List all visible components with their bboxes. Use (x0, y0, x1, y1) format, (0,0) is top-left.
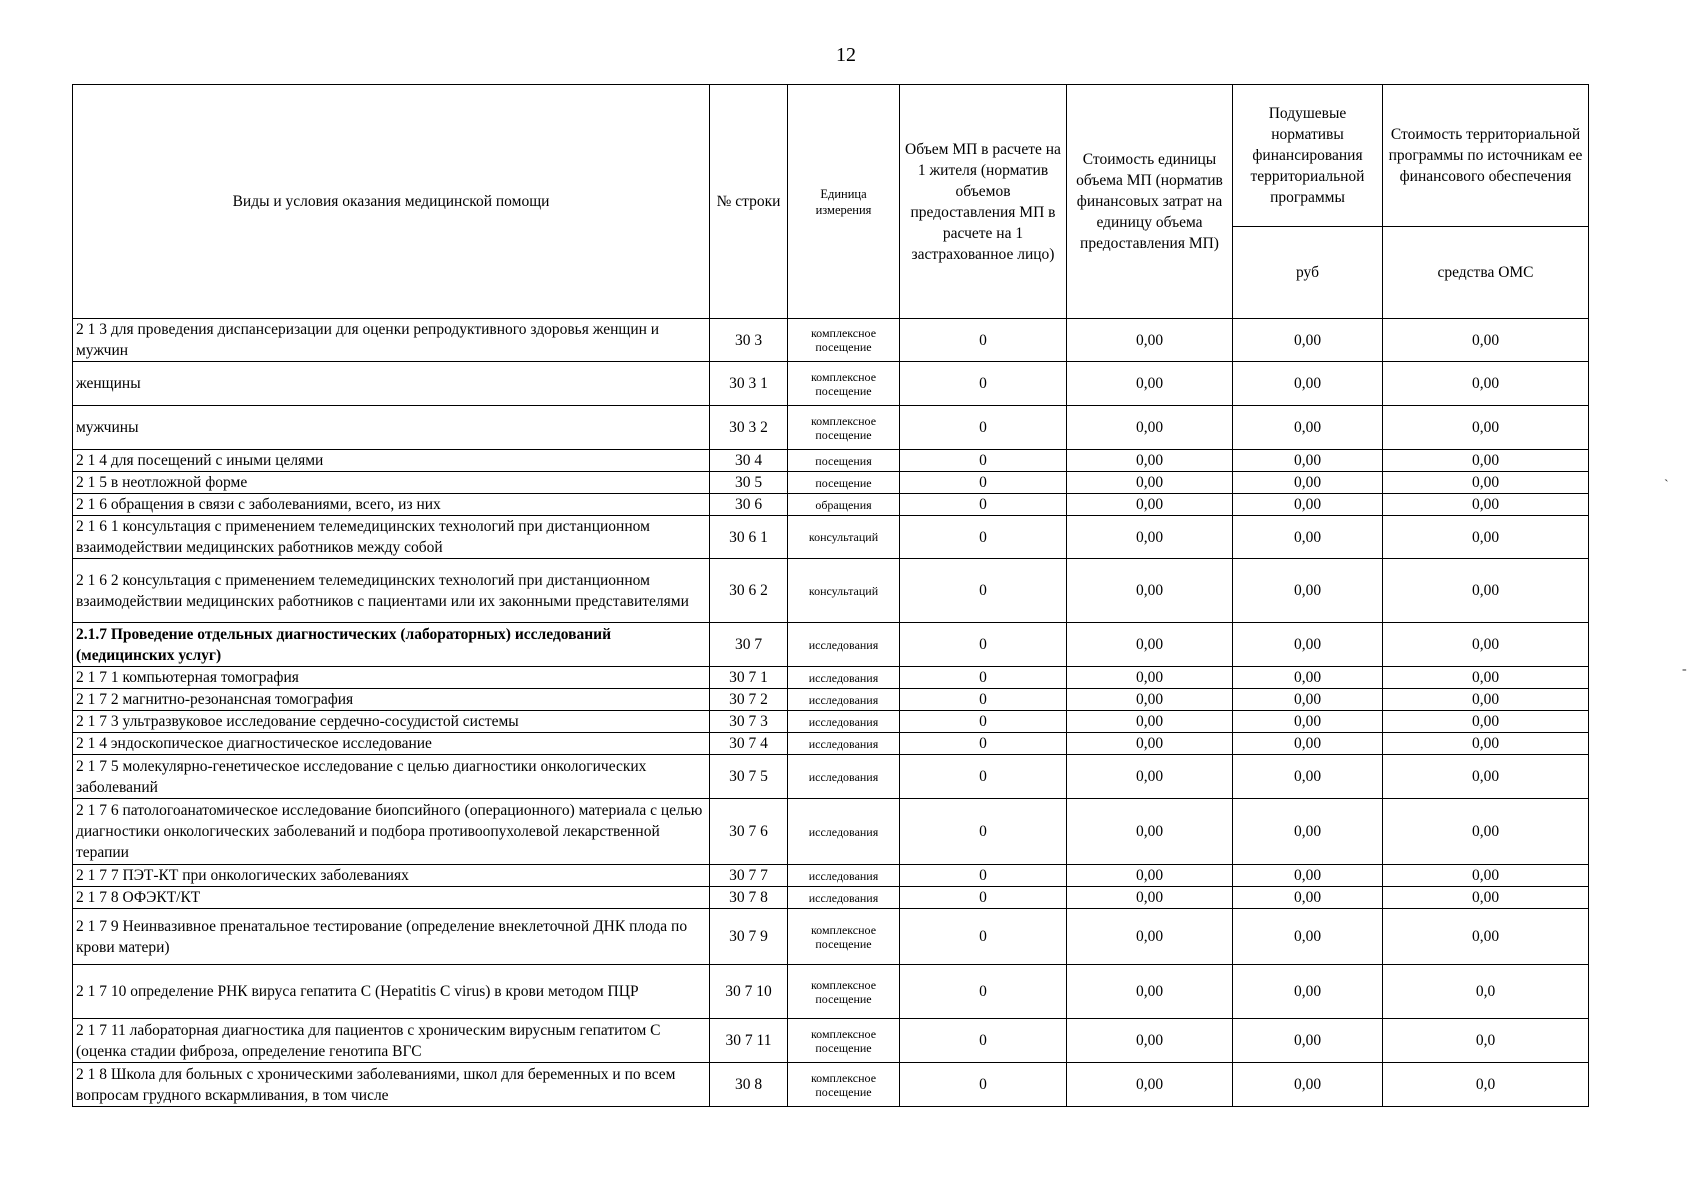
row-number: 30 6 2 (710, 559, 788, 623)
table-row (73, 494, 1589, 516)
row-unit-cost: 0,00 (1067, 689, 1233, 711)
row-number: 30 7 9 (710, 909, 788, 965)
row-per-capita: 0,00 (1233, 689, 1383, 711)
row-per-capita: 0,00 (1233, 623, 1383, 667)
row-number: 30 3 2 (710, 406, 788, 450)
row-unit-cost: 0,00 (1067, 755, 1233, 799)
row-unit: комплексное посещение (788, 319, 900, 362)
row-per-capita: 0,00 (1233, 909, 1383, 965)
row-cost: 0,00 (1383, 319, 1589, 362)
row-volume: 0 (900, 362, 1067, 406)
row-unit-cost: 0,00 (1067, 362, 1233, 406)
table-row (73, 711, 1589, 733)
row-name: 2 1 7 6 патологоанатомическое исследование биопсийного (операционного) материала с целью диагностики онкологических заболеваний и подбора противоопухолевой лекарственной терапии (73, 799, 710, 865)
table-row (73, 799, 1589, 865)
header-unit-cost: Стоимость единицы объема МП (норматив финансовых затрат на единицу объема предоставления МП) (1067, 85, 1233, 319)
row-unit: исследования (788, 711, 900, 733)
row-number: 30 7 6 (710, 799, 788, 865)
row-cost: 0,00 (1383, 667, 1589, 689)
row-number: 30 6 (710, 494, 788, 516)
row-number: 30 7 1 (710, 667, 788, 689)
row-per-capita: 0,00 (1233, 865, 1383, 887)
table-row (73, 909, 1589, 965)
row-unit-cost: 0,00 (1067, 865, 1233, 887)
row-cost: 0,00 (1383, 711, 1589, 733)
row-name: 2 1 6 обращения в связи с заболеваниями, всего, из них (73, 494, 710, 516)
row-volume: 0 (900, 909, 1067, 965)
row-name: 2 1 7 2 магнитно-резонансная томография (73, 689, 710, 711)
table-row (73, 689, 1589, 711)
row-number: 30 7 10 (710, 965, 788, 1019)
row-unit: комплексное посещение (788, 406, 900, 450)
row-number: 30 3 1 (710, 362, 788, 406)
row-per-capita: 0,00 (1233, 406, 1383, 450)
row-per-capita: 0,00 (1233, 887, 1383, 909)
row-cost: 0,00 (1383, 494, 1589, 516)
row-number: 30 7 2 (710, 689, 788, 711)
row-unit-cost: 0,00 (1067, 623, 1233, 667)
row-cost: 0,0 (1383, 1063, 1589, 1107)
table-row (73, 406, 1589, 450)
row-volume: 0 (900, 450, 1067, 472)
row-name: 2 1 5 в неотложной форме (73, 472, 710, 494)
row-cost: 0,00 (1383, 406, 1589, 450)
row-cost: 0,00 (1383, 450, 1589, 472)
table-row (73, 623, 1589, 667)
row-unit: исследования (788, 689, 900, 711)
row-cost: 0,00 (1383, 623, 1589, 667)
row-unit: комплексное посещение (788, 909, 900, 965)
row-volume: 0 (900, 799, 1067, 865)
header-volume: Объем МП в расчете на 1 жителя (норматив объемов предоставления МП в расчете на 1 застрахованное лицо) (900, 85, 1067, 319)
table-row (73, 1063, 1589, 1107)
row-name: 2 1 7 8 ОФЭКТ/КТ (73, 887, 710, 909)
table-row (73, 319, 1589, 362)
row-volume: 0 (900, 965, 1067, 1019)
row-volume: 0 (900, 472, 1067, 494)
row-volume: 0 (900, 623, 1067, 667)
row-name: 2 1 7 3 ультразвуковое исследование сердечно-сосудистой системы (73, 711, 710, 733)
row-unit: исследования (788, 667, 900, 689)
header-per-capita: Подушевые нормативы финансирования территориальной программы (1233, 85, 1383, 227)
header-row-number: № строки (710, 85, 788, 319)
row-cost: 0,00 (1383, 887, 1589, 909)
header-unit: Единица измерения (788, 85, 900, 319)
row-per-capita: 0,00 (1233, 450, 1383, 472)
row-name: 2 1 7 1 компьютерная томография (73, 667, 710, 689)
row-unit-cost: 0,00 (1067, 909, 1233, 965)
medical-care-table (72, 84, 1589, 1107)
row-unit-cost: 0,00 (1067, 667, 1233, 689)
row-per-capita: 0,00 (1233, 667, 1383, 689)
row-number: 30 7 3 (710, 711, 788, 733)
row-number: 30 4 (710, 450, 788, 472)
row-name: 2 1 7 9 Неинвазивное пренатальное тестирование (определение внеклеточной ДНК плода по крови матери) (73, 909, 710, 965)
row-unit: исследования (788, 755, 900, 799)
row-volume: 0 (900, 494, 1067, 516)
row-name: 2 1 4 эндоскопическое диагностическое исследование (73, 733, 710, 755)
row-unit: исследования (788, 799, 900, 865)
row-cost: 0,00 (1383, 516, 1589, 559)
row-unit-cost: 0,00 (1067, 965, 1233, 1019)
row-cost: 0,00 (1383, 362, 1589, 406)
row-cost: 0,0 (1383, 1019, 1589, 1063)
row-cost: 0,0 (1383, 965, 1589, 1019)
row-volume: 0 (900, 711, 1067, 733)
row-per-capita: 0,00 (1233, 965, 1383, 1019)
page-number: 12 (836, 44, 856, 66)
row-unit: обращения (788, 494, 900, 516)
row-unit-cost: 0,00 (1067, 516, 1233, 559)
row-unit: комплексное посещение (788, 1019, 900, 1063)
row-unit-cost: 0,00 (1067, 450, 1233, 472)
row-cost: 0,00 (1383, 689, 1589, 711)
row-name: 2 1 7 10 определение РНК вируса гепатита С (Hepatitis C virus) в крови методом ПЦР (73, 965, 710, 1019)
row-cost: 0,00 (1383, 799, 1589, 865)
row-unit: комплексное посещение (788, 362, 900, 406)
row-volume: 0 (900, 516, 1067, 559)
row-per-capita: 0,00 (1233, 494, 1383, 516)
row-name: 2 1 6 2 консультация с применением телемедицинских технологий при дистанционном взаимодействии медицинских работников с пациентами или их законными представителями (73, 559, 710, 623)
row-volume: 0 (900, 667, 1067, 689)
row-name: 2 1 3 для проведения диспансеризации для оценки репродуктивного здоровья женщин и мужчин (73, 319, 710, 362)
row-unit-cost: 0,00 (1067, 799, 1233, 865)
table-row (73, 865, 1589, 887)
row-per-capita: 0,00 (1233, 472, 1383, 494)
row-unit: посещения (788, 450, 900, 472)
row-unit-cost: 0,00 (1067, 406, 1233, 450)
row-cost: 0,00 (1383, 733, 1589, 755)
row-unit-cost: 0,00 (1067, 733, 1233, 755)
row-number: 30 5 (710, 472, 788, 494)
row-name: 2 1 7 5 молекулярно-генетическое исследование с целью диагностики онкологических заболеваний (73, 755, 710, 799)
row-cost: 0,00 (1383, 472, 1589, 494)
row-unit-cost: 0,00 (1067, 711, 1233, 733)
row-cost: 0,00 (1383, 559, 1589, 623)
row-per-capita: 0,00 (1233, 319, 1383, 362)
table-row (73, 559, 1589, 623)
header-cost: Стоимость территориальной программы по источникам ее финансового обеспечения (1383, 85, 1589, 227)
row-number: 30 8 (710, 1063, 788, 1107)
row-volume: 0 (900, 319, 1067, 362)
row-unit-cost: 0,00 (1067, 472, 1233, 494)
row-number: 30 3 (710, 319, 788, 362)
row-name: 2 1 4 для посещений с иными целями (73, 450, 710, 472)
row-cost: 0,00 (1383, 865, 1589, 887)
row-volume: 0 (900, 755, 1067, 799)
row-per-capita: 0,00 (1233, 733, 1383, 755)
row-name: 2 1 6 1 консультация с применением телемедицинских технологий при дистанционном взаимодействии медицинских работников между собой (73, 516, 710, 559)
row-name: мужчины (73, 406, 710, 450)
header-cost-sub: средства ОМС (1383, 227, 1589, 319)
row-volume: 0 (900, 1019, 1067, 1063)
table-row (73, 755, 1589, 799)
row-volume: 0 (900, 559, 1067, 623)
row-volume: 0 (900, 689, 1067, 711)
table-row (73, 733, 1589, 755)
row-unit: исследования (788, 623, 900, 667)
table-row (73, 450, 1589, 472)
row-unit-cost: 0,00 (1067, 494, 1233, 516)
row-unit: консультаций (788, 559, 900, 623)
row-number: 30 7 (710, 623, 788, 667)
row-unit: комплексное посещение (788, 965, 900, 1019)
row-volume: 0 (900, 865, 1067, 887)
row-volume: 0 (900, 1063, 1067, 1107)
row-name: 2 1 7 7 ПЭТ-КТ при онкологических заболеваниях (73, 865, 710, 887)
row-unit-cost: 0,00 (1067, 1063, 1233, 1107)
row-number: 30 7 5 (710, 755, 788, 799)
table-row (73, 472, 1589, 494)
row-number: 30 7 8 (710, 887, 788, 909)
row-unit: исследования (788, 865, 900, 887)
row-unit: посещение (788, 472, 900, 494)
row-per-capita: 0,00 (1233, 559, 1383, 623)
table-row (73, 516, 1589, 559)
table-row (73, 667, 1589, 689)
row-unit-cost: 0,00 (1067, 319, 1233, 362)
table-row (73, 362, 1589, 406)
row-number: 30 7 11 (710, 1019, 788, 1063)
row-volume: 0 (900, 733, 1067, 755)
row-number: 30 7 4 (710, 733, 788, 755)
row-unit-cost: 0,00 (1067, 887, 1233, 909)
row-volume: 0 (900, 887, 1067, 909)
table-body (73, 319, 1589, 1107)
row-unit: исследования (788, 733, 900, 755)
row-unit: исследования (788, 887, 900, 909)
row-per-capita: 0,00 (1233, 516, 1383, 559)
row-unit: комплексное посещение (788, 1063, 900, 1107)
row-volume: 0 (900, 406, 1067, 450)
row-cost: 0,00 (1383, 755, 1589, 799)
row-unit-cost: 0,00 (1067, 1019, 1233, 1063)
header-name: Виды и условия оказания медицинской помощи (73, 85, 710, 319)
row-per-capita: 0,00 (1233, 755, 1383, 799)
row-name: 2 1 8 Школа для больных с хроническими заболеваниями, школ для беременных и по всем вопросам грудного вскармливания, в том числе (73, 1063, 710, 1107)
row-name: женщины (73, 362, 710, 406)
row-unit: консультаций (788, 516, 900, 559)
table-row (73, 1019, 1589, 1063)
row-name: 2.1.7 Проведение отдельных диагностических (лабораторных) исследований (медицинских услуг) (73, 623, 710, 667)
row-name: 2 1 7 11 лабораторная диагностика для пациентов с хроническим вирусным гепатитом С (оценка стадии фиброза, определение генотипа ВГС (73, 1019, 710, 1063)
row-per-capita: 0,00 (1233, 799, 1383, 865)
table-row (73, 887, 1589, 909)
row-number: 30 7 7 (710, 865, 788, 887)
row-cost: 0,00 (1383, 909, 1589, 965)
row-number: 30 6 1 (710, 516, 788, 559)
row-unit-cost: 0,00 (1067, 559, 1233, 623)
row-per-capita: 0,00 (1233, 711, 1383, 733)
row-per-capita: 0,00 (1233, 362, 1383, 406)
header-per-capita-sub: руб (1233, 227, 1383, 319)
row-per-capita: 0,00 (1233, 1019, 1383, 1063)
table-row (73, 965, 1589, 1019)
row-per-capita: 0,00 (1233, 1063, 1383, 1107)
